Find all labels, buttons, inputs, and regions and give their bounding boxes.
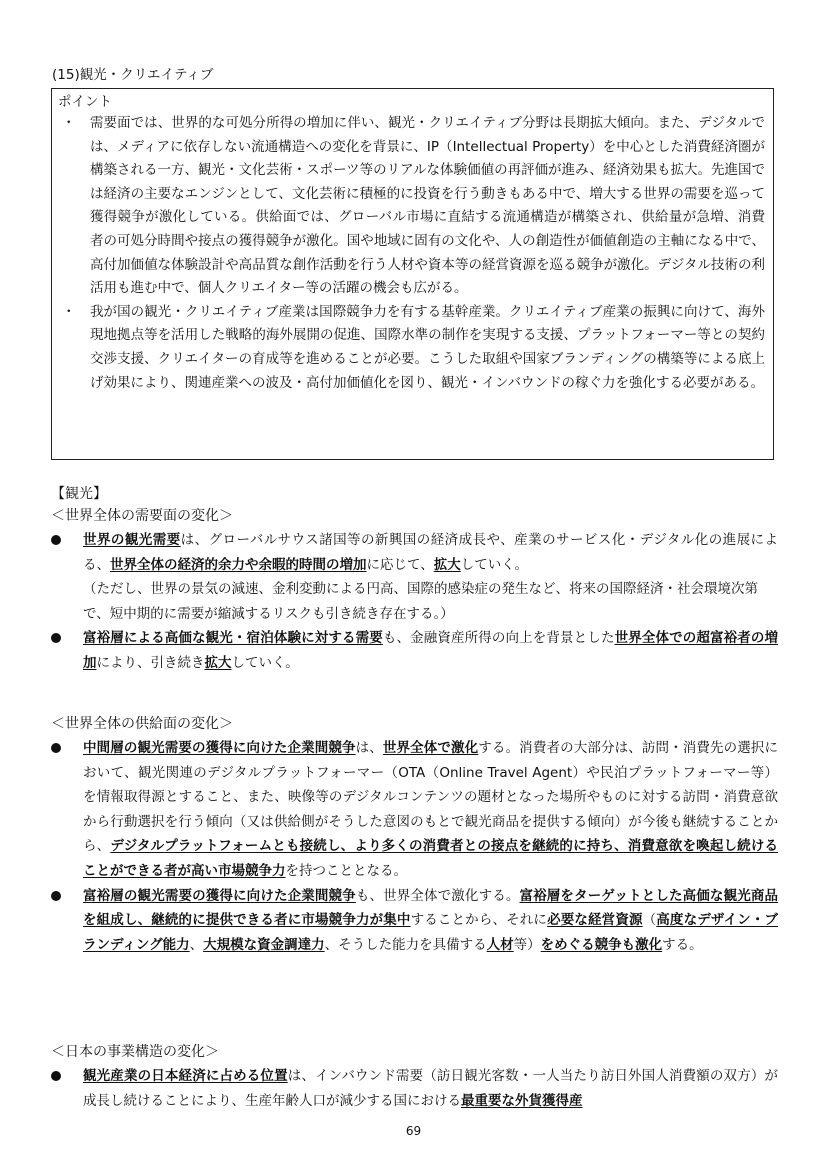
supply-subheading: ＜世界全体の供給面の変化＞ [51,716,233,732]
emphasis-text: 富裕層の観光需要の獲得に向けた企業間競争 [83,887,356,904]
emphasis-text: 高度なデザイン・ブランディング能力 [83,912,779,953]
supply-bullet [51,736,778,884]
body-text: を持つこととなる。 [285,862,407,879]
bullet-circle [51,1071,61,1081]
emphasis-text: 人材 [486,936,514,953]
body-text: は、グローバルサウス諸国等の新興国の経済成長や、産業のサービス化・デジタル化の進展による、 [83,532,779,573]
bullet-circle [51,535,61,545]
kanko-heading: 【観光】 [51,486,107,502]
point-bullet-text: 我が国の観光・クリエイティブ産業は国際競争力を有する基幹産業。クリエイティブ産業の振興に向けて、海外現地拠点等を活用した戦略的海外展開の促進、国際水準の制作を実現する支援、プラットフォーマー等との契約交渉支援、クリエイターの育成等を進めることが必要。こうした取組や国家ブランディングの構築等による底上げ効果により、関連産業への波及・高付加価値化を図り、観光・インバウンドの稼ぐ力を強化する必要がある。 [90,303,765,391]
bullet-dot: ・ [62,115,76,131]
point-box [51,88,774,460]
body-text: 、 [189,936,204,953]
emphasis-text: 世界全体での超富裕者の増加 [83,630,779,671]
supply-bullet [51,884,778,958]
structure-subheading: ＜日本の事業構造の変化＞ [51,1044,219,1060]
point-bullet [58,112,765,301]
demand-bullet [51,626,778,675]
point-label: ポイント [58,94,112,110]
supply-section [51,712,778,957]
kanko-section [51,484,778,676]
body-text: も、金融資産所得の向上を背景とした [382,630,615,647]
structure-bullet [51,1064,778,1113]
emphasis-text: 拡大 [433,556,461,573]
bullet-circle [51,891,61,901]
demand-subheading: ＜世界全体の需要面の変化＞ [51,508,233,524]
emphasis-text: 大規模な資金調達力 [203,936,325,953]
emphasis-text: 世界全体で激化 [382,740,479,756]
page-number: 69 [405,1124,422,1138]
bullet-dot: ・ [62,303,76,320]
body-text: （ [642,912,657,929]
emphasis-text: 世界の観光需要 [83,532,181,548]
point-bullet [58,301,765,395]
emphasis-text: をめぐる競争も激化 [540,936,663,953]
demand-bullet [51,528,778,577]
body-text: に応じて、 [366,556,434,573]
emphasis-text: 拡大 [204,654,232,671]
body-text: していく。 [460,556,528,573]
body-text: により、引き続き [96,654,205,671]
bullet-circle [51,743,61,753]
emphasis-text: 最重要な外貨獲得産 [461,1092,583,1109]
bullet-circle [51,633,61,643]
emphasis-text: 世界全体の経済的余力や余暇的時間の増加 [110,556,367,573]
body-text: は、 [355,740,383,756]
emphasis-text: 中間層の観光需要の獲得に向けた企業間競争 [83,740,356,756]
point-bullet-text: 需要面では、世界的な可処分所得の増加に伴い、観光・クリエイティブ分野は長期拡大傾向。また、デジタルでは、メディアに依存しない流通構造への変化を背景に、IP（Intellectual Property）を中心とした消費経済圏が構築される一方、観光・文化芸術・スポーツ等のリアルな体験価値の再評価が進み、経済効果も拡大。先進国では経済の主要なエンジンとして、文化芸術に積極的に投資を行う動きもある中で、増大する世界の需要を巡って獲得競争が激化している。供給面では、グローバル市場に直結する流通構造が構築され、供給量が急増、消費者の可処分時間や接点の獲得競争が激化。国や地域に固有の文化や、人の創造性が価値創造の主軸になる中で、高付加価値な体験設計や高品質な創作活動を行う人材や資本等の経営資源を巡る競争が激化。デジタル技術の利活用も進む中で、個人クリエイター等の活躍の機会も広がる。 [90,115,765,297]
emphasis-text: 富裕層をターゲットとした高価な観光商品を組成し、継続的に提供できる者に市場競争力が集中 [83,887,778,929]
emphasis-text: デジタルプラットフォームとも接続し、より多くの消費者との接点を継続的に持ち、消費意欲を喚起し続けることができる者が高い市場競争力 [83,838,779,879]
body-text: は、インバウンド需要（訪日観光客数・一人当たり訪日外国人消費額の双方）が成長し続けることにより、生産年齢人口が減少する国における [83,1068,778,1109]
body-text: 、そうした能力を具備する [324,936,487,953]
body-text: 等） [513,936,541,953]
body-text: することから、それに [410,912,548,929]
emphasis-text: 観光産業の日本経済に占める位置 [83,1068,288,1084]
emphasis-text: 富裕層による高価な観光・宿泊体験に対する需要 [83,630,383,647]
structure-section [51,1040,778,1113]
section-title: (15)観光・クリエイティブ [52,67,214,83]
body-text: も、世界全体で激化する。 [355,887,520,904]
demand-note: （ただし、世界の景気の減速、金利変動による円高、国際的感染症の発生など、将来の国際経済・社会環境次第で、短中期的に需要が縮減するリスクも引き続き存在する。） [83,581,758,622]
body-text: していく。 [231,654,299,671]
emphasis-text: 必要な経営資源 [547,912,643,929]
body-text: する。消費者の大部分は、訪問・消費先の選択において、観光関連のデジタルプラットフォーマー（OTA（Online Travel Agent）や民泊プラットフォーマー等）を情報取得源とすること、また、映像等のデジタルコンテンツの題材となった場所やものに対する訪問・消費意欲から行動選択を行う傾向（又は供給側がそうした意図のもとで観光商品を提供する傾向）が今後も継続することから、 [83,740,779,855]
body-text: する。 [662,936,703,953]
